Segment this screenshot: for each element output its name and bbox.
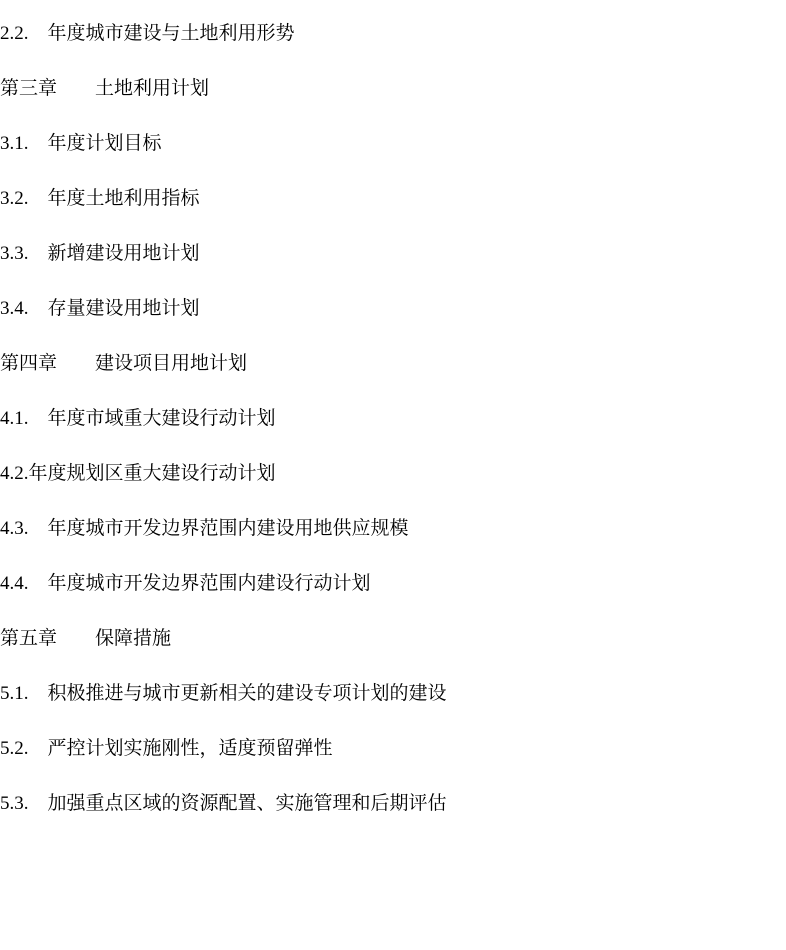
toc-entry[interactable] [0,574,786,629]
toc-entry-text: 3.2. 年度土地利用指标 [0,188,200,209]
toc-entry-text: 4.4. 年度城市开发边界范围内建设行动计划 [0,573,371,594]
toc-entry[interactable] [0,739,786,794]
toc-entry-text: 4.1. 年度市域重大建设行动计划 [0,408,276,429]
toc-entry[interactable] [0,79,786,134]
toc-entry[interactable] [0,299,786,354]
toc-entry[interactable] [0,519,786,574]
toc-entry-text: 第四章 建设项目用地计划 [0,353,248,374]
toc-entry-text: 3.3. 新增建设用地计划 [0,243,200,264]
toc-entry[interactable] [0,684,786,739]
toc-entry[interactable] [0,244,786,299]
toc-entry[interactable] [0,794,786,849]
toc-entry-text: 第五章 保障措施 [0,628,172,649]
toc-entry[interactable] [0,189,786,244]
toc-entry-text: 2.2. 年度城市建设与土地利用形势 [0,23,295,44]
toc-entry-text: 第三章 土地利用计划 [0,78,210,99]
toc-entry-text: 5.2. 严控计划实施刚性，适度预留弹性 [0,738,333,759]
toc-entry-text: 5.3. 加强重点区域的资源配置、实施管理和后期评估 [0,793,447,814]
toc-entry-text: 3.4. 存量建设用地计划 [0,298,200,319]
toc-entry-text: 3.1. 年度计划目标 [0,133,162,154]
toc-entry[interactable] [0,354,786,409]
toc-entry-text: 4.3. 年度城市开发边界范围内建设用地供应规模 [0,518,409,539]
toc-entry[interactable] [0,464,786,519]
toc-entry[interactable] [0,409,786,464]
toc-entry[interactable] [0,629,786,684]
toc-entry-text: 5.1. 积极推进与城市更新相关的建设专项计划的建设 [0,683,447,704]
toc-entry[interactable] [0,134,786,189]
toc-entry[interactable] [0,24,786,79]
toc-entry-text: 4.2.年度规划区重大建设行动计划 [0,463,276,484]
table-of-contents [0,24,786,849]
